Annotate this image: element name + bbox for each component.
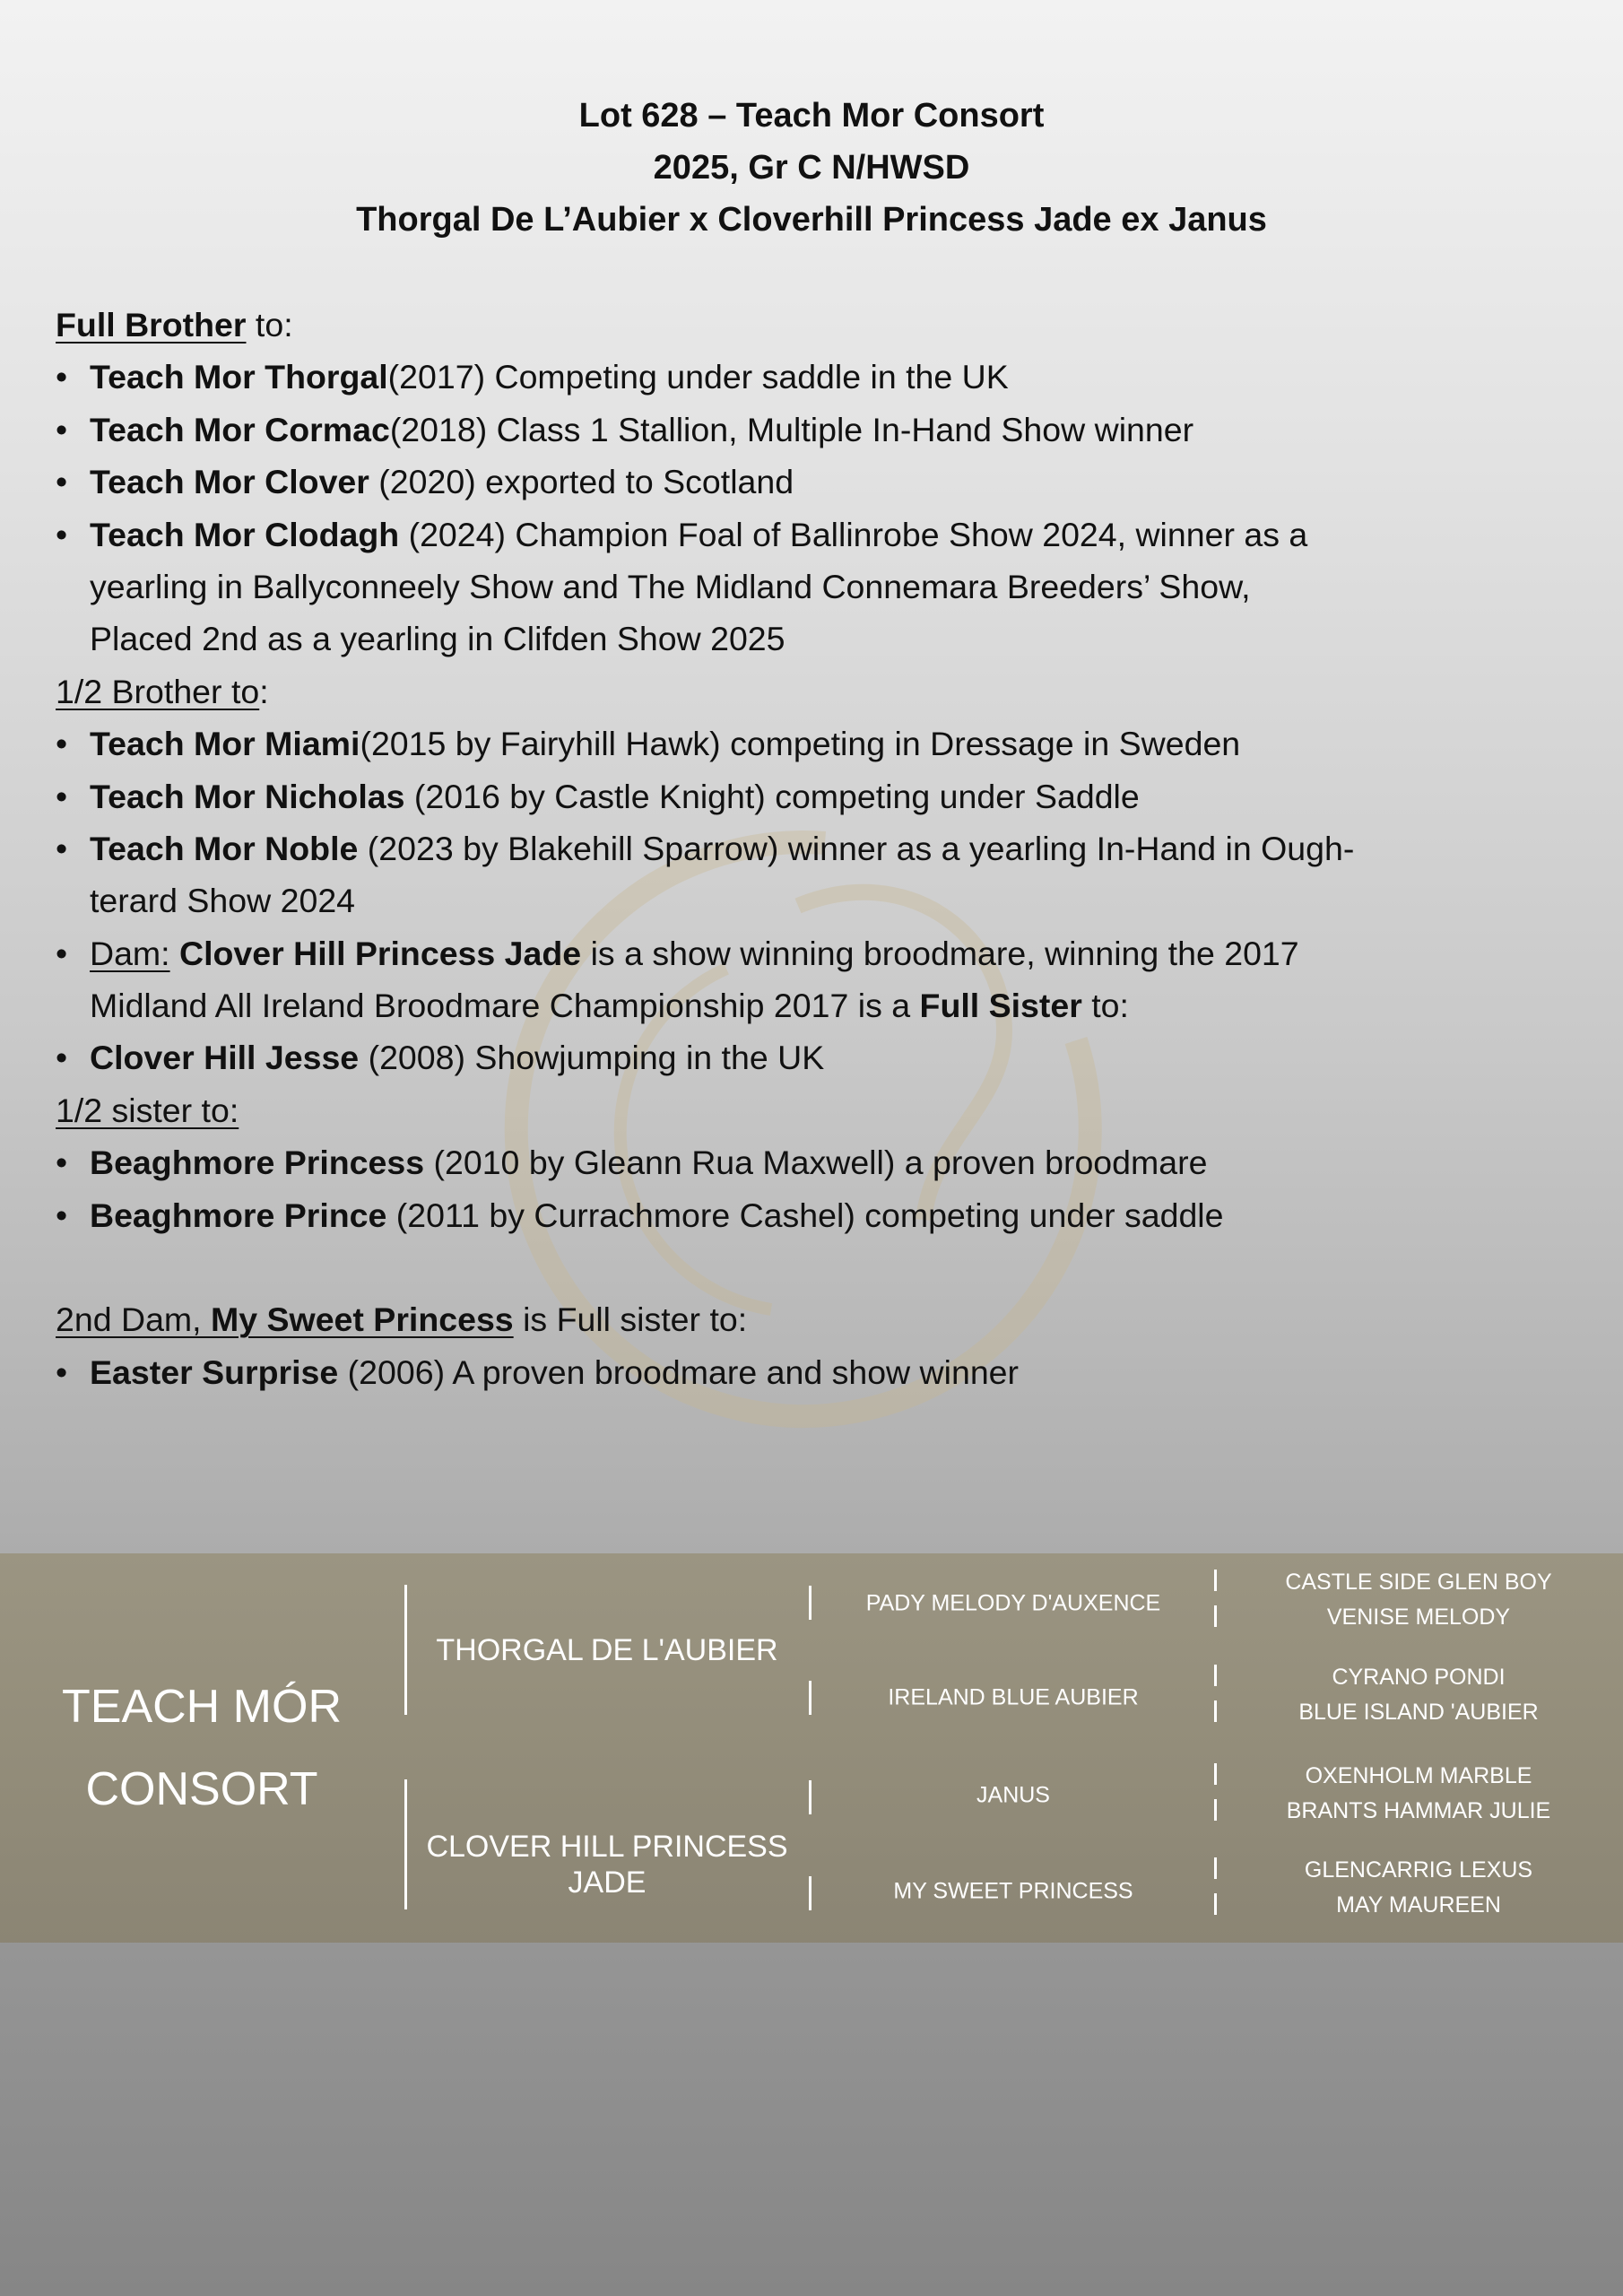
text-line (56, 1293, 1598, 1345)
lot-breeding: Thorgal De L’Aubier x Cloverhill Princess Jade ex Janus (356, 201, 1267, 239)
pedigree-great-grandparent: BRANTS HAMMAR JULIE (1286, 1798, 1551, 1823)
divider (1214, 1700, 1217, 1722)
text-segment: (2024) Champion Foal of Ballinrobe Show 2024, winner as a (399, 515, 1308, 553)
pedigree-dam-sire: JANUS (976, 1782, 1050, 1808)
text-segment: 2nd Dam, (56, 1300, 211, 1339)
text-segment: : (259, 672, 269, 710)
horse-name: Beaghmore Prince (90, 1196, 387, 1234)
horse-name: Teach Mor Clodagh (90, 515, 400, 553)
bullet-item (56, 1189, 1598, 1241)
text-line (56, 1084, 1598, 1136)
divider (404, 1585, 407, 1715)
bullet-item (56, 351, 1598, 403)
text-segment: (2018) Class 1 Stallion, Multiple In-Hand Show winner (389, 410, 1194, 448)
horse-name: Clover Hill Princess Jade (179, 934, 582, 972)
horse-name: My Sweet Princess (211, 1300, 514, 1339)
text-segment: (2008) Showjumping in the UK (359, 1039, 825, 1077)
pedigree-sire: THORGAL DE L'AUBIER (436, 1633, 778, 1667)
pedigree-great-grandparent: CASTLE SIDE GLEN BOY (1285, 1570, 1552, 1595)
horse-name: Teach Mor Cormac (90, 410, 390, 448)
horse-name: Full Sister (919, 987, 1082, 1025)
text-line (56, 874, 1598, 926)
pedigree-great-grandparent: BLUE ISLAND 'AUBIER (1298, 1700, 1539, 1725)
divider (1214, 1605, 1217, 1627)
pedigree-sire-sire: PADY MELODY D'AUXENCE (865, 1590, 1161, 1616)
bullet-item (56, 770, 1598, 822)
pedigree-horse-name (62, 1665, 342, 1831)
bullet-item (56, 1346, 1598, 1398)
text-segment: to: (246, 306, 293, 344)
bullet-item (56, 1136, 1598, 1188)
text-line (56, 561, 1598, 613)
pedigree-great-grandparent: VENISE MELODY (1326, 1605, 1511, 1630)
bullet-item (56, 456, 1598, 508)
divider (404, 1779, 407, 1909)
pedigree-great-grandparent: MAY MAUREEN (1336, 1892, 1501, 1918)
bullet-item (56, 404, 1598, 456)
horse-name: Clover Hill Jesse (90, 1039, 360, 1077)
horse-name: Full Brother (56, 306, 247, 344)
divider (809, 1876, 812, 1910)
text-segment: Midland All Ireland Broodmare Championship 2017 is a (90, 987, 920, 1025)
lot-description (56, 299, 1598, 1398)
horse-name: Easter Surprise (90, 1352, 339, 1391)
bullet-item (56, 509, 1598, 561)
horse-name: Beaghmore Princess (90, 1144, 425, 1182)
pedigree-great-grandparent: OXENHOLM MARBLE (1305, 1763, 1532, 1788)
text-segment: (2006) A proven broodmare and show winner (338, 1352, 1020, 1391)
text-segment: Placed 2nd as a yearling in Clifden Show 2025 (90, 620, 785, 658)
lot-header (0, 90, 1623, 246)
text-segment: 1/2 sister to: (56, 1091, 239, 1129)
horse-name-line2: CONSORT (85, 1763, 318, 1815)
divider (809, 1586, 812, 1620)
text-segment: (2010 by Gleann Rua Maxwell) a proven broodmare (424, 1144, 1208, 1182)
text-segment (170, 935, 179, 972)
text-line (56, 979, 1598, 1031)
pedigree-sire-dam: IRELAND BLUE AUBIER (888, 1684, 1139, 1710)
pedigree-grandparents-pair (1248, 1759, 1589, 1829)
text-segment: (2020) exported to Scotland (369, 463, 794, 501)
horse-name: Teach Mor Nicholas (90, 777, 405, 815)
divider (1214, 1570, 1217, 1591)
pedigree-great-grandparent: CYRANO PONDI (1332, 1665, 1506, 1690)
lot-title: Lot 628 – Teach Mor Consort (578, 97, 1045, 135)
divider (1214, 1665, 1217, 1686)
horse-name-line1: TEACH MÓR (62, 1681, 342, 1733)
divider (809, 1681, 812, 1715)
horse-name: Teach Mor Clover (90, 463, 369, 501)
bullet-item (56, 927, 1598, 979)
text-segment: is a show winning broodmare, winning the 2017 (581, 934, 1299, 972)
divider (1214, 1857, 1217, 1879)
horse-name: Teach Mor Noble (90, 829, 359, 867)
text-segment: (2011 by Currachmore Cashel) competing under saddle (386, 1196, 1224, 1234)
pedigree-chart (0, 1553, 1623, 1943)
text-segment: (2016 by Castle Knight) competing under Saddle (404, 777, 1140, 815)
text-segment: Dam: (90, 934, 170, 972)
text-segment: (2017) Competing under saddle in the UK (387, 358, 1009, 396)
pedigree-grandparents-pair (1248, 1565, 1589, 1635)
pedigree-dam-dam: MY SWEET PRINCESS (893, 1878, 1133, 1904)
text-segment: 1/2 Brother to (56, 672, 260, 710)
text-line (56, 299, 1598, 351)
text-segment: (2023 by Blakehill Sparrow) winner as a yearling In-Hand in Ough- (358, 829, 1355, 867)
bullet-item (56, 1031, 1598, 1083)
pedigree-grandparents-pair (1248, 1660, 1589, 1730)
horse-name: Teach Mor Thorgal (90, 358, 388, 396)
text-segment: is Full sister to: (513, 1300, 748, 1339)
pedigree-great-grandparent: GLENCARRIG LEXUS (1304, 1857, 1533, 1883)
pedigree-grandparents-pair (1248, 1853, 1589, 1923)
spacer (56, 1241, 1598, 1293)
divider (1214, 1893, 1217, 1915)
text-line (56, 613, 1598, 665)
text-segment: yearling in Ballyconneely Show and The Midland Connemara Breeders’ Show, (90, 567, 1251, 605)
divider (1214, 1799, 1217, 1821)
text-line (56, 665, 1598, 718)
pedigree-dam: CLOVER HILL PRINCESS JADE (426, 1830, 788, 1900)
divider (1214, 1763, 1217, 1785)
horse-name: Teach Mor Miami (90, 725, 360, 763)
divider (809, 1780, 812, 1814)
bullet-item (56, 822, 1598, 874)
text-segment: terard Show 2024 (90, 882, 356, 920)
text-segment: (2015 by Fairyhill Hawk) competing in Dressage in Sweden (360, 725, 1241, 763)
bullet-item (56, 718, 1598, 770)
text-segment: to: (1081, 987, 1129, 1025)
lot-year-grade: 2025, Gr C N/HWSD (653, 149, 970, 187)
